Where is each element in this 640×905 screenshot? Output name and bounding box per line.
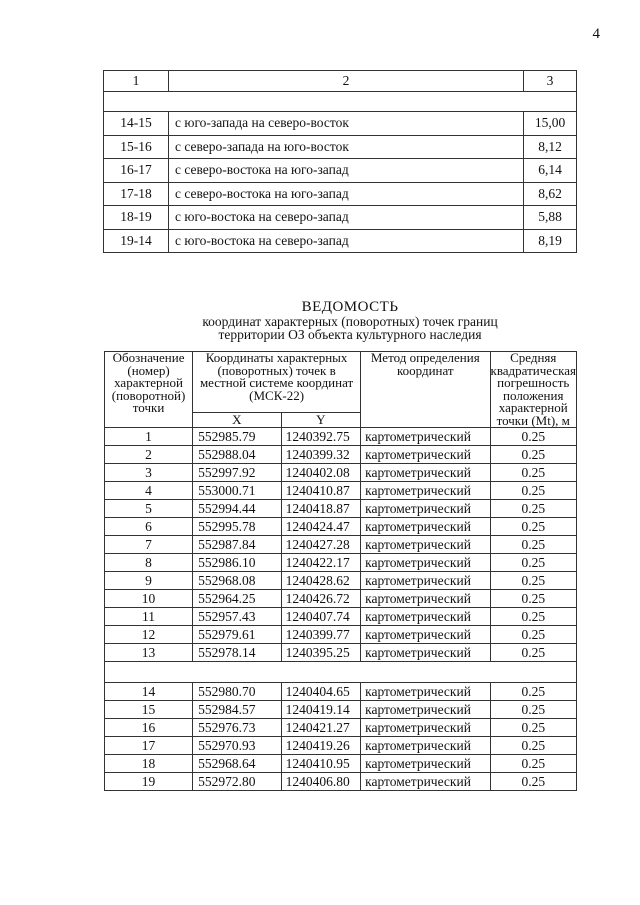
x-coordinate-cell: 552984.57 xyxy=(193,701,281,719)
header-col-3: 3 xyxy=(524,71,577,92)
y-coordinate-cell: 1240395.25 xyxy=(281,644,361,662)
page-number: 4 xyxy=(592,26,600,42)
error-cell: 0.25 xyxy=(490,737,577,755)
error-cell: 0.25 xyxy=(490,719,577,737)
point-number-cell: 7 xyxy=(105,536,193,554)
coordinate-row xyxy=(105,773,577,791)
y-coordinate-cell: 1240422.17 xyxy=(281,554,361,572)
coordinates-header: Координаты характерных (поворотных) точек в местной системе координат (МСК-22) xyxy=(193,352,361,413)
error-cell: 0.25 xyxy=(490,773,577,791)
direction-row xyxy=(104,229,577,253)
error-cell: 0.25 xyxy=(490,500,577,518)
method-cell: картометрический xyxy=(361,428,490,446)
length-cell: 8,19 xyxy=(524,229,577,253)
x-coordinate-cell: 552995.78 xyxy=(193,518,281,536)
method-cell: картометрический xyxy=(361,644,490,662)
direction-cell: с юго-востока на северо-запад xyxy=(169,206,524,230)
error-cell: 0.25 xyxy=(490,446,577,464)
coordinate-row xyxy=(105,536,577,554)
method-cell: картометрический xyxy=(361,446,490,464)
direction-row xyxy=(104,112,577,136)
header-col-1: 1 xyxy=(104,71,169,92)
x-header: X xyxy=(193,412,281,427)
error-cell: 0.25 xyxy=(490,536,577,554)
x-coordinate-cell: 553000.71 xyxy=(193,482,281,500)
error-cell: 0.25 xyxy=(490,608,577,626)
method-cell: картометрический xyxy=(361,608,490,626)
direction-cell: с северо-востока на юго-запад xyxy=(169,159,524,183)
x-coordinate-cell: 552970.93 xyxy=(193,737,281,755)
y-coordinate-cell: 1240399.77 xyxy=(281,626,361,644)
coordinate-row xyxy=(105,446,577,464)
point-number-cell: 14 xyxy=(105,683,193,701)
x-coordinate-cell: 552976.73 xyxy=(193,719,281,737)
method-header: Метод определения координат xyxy=(361,352,490,428)
method-cell: картометрический xyxy=(361,626,490,644)
point-number-cell: 13 xyxy=(105,644,193,662)
coordinate-row xyxy=(105,482,577,500)
length-cell: 15,00 xyxy=(524,112,577,136)
coordinate-row xyxy=(105,737,577,755)
directions-table xyxy=(103,70,577,253)
coordinate-row xyxy=(105,572,577,590)
y-coordinate-cell: 1240399.32 xyxy=(281,446,361,464)
error-cell: 0.25 xyxy=(490,755,577,773)
length-cell: 6,14 xyxy=(524,159,577,183)
document-title: ВЕДОМОСТЬ xyxy=(301,299,399,315)
coordinate-row xyxy=(105,500,577,518)
y-coordinate-cell: 1240419.26 xyxy=(281,737,361,755)
x-coordinate-cell: 552968.64 xyxy=(193,755,281,773)
method-cell: картометрический xyxy=(361,518,490,536)
error-cell: 0.25 xyxy=(490,590,577,608)
coordinate-row xyxy=(105,590,577,608)
error-cell: 0.25 xyxy=(490,626,577,644)
point-number-cell: 8 xyxy=(105,554,193,572)
y-header: Y xyxy=(281,412,361,427)
y-coordinate-cell: 1240406.80 xyxy=(281,773,361,791)
coordinate-row xyxy=(105,464,577,482)
coordinate-row xyxy=(105,518,577,536)
y-coordinate-cell: 1240402.08 xyxy=(281,464,361,482)
x-coordinate-cell: 552987.84 xyxy=(193,536,281,554)
x-coordinate-cell: 552985.79 xyxy=(193,428,281,446)
error-cell: 0.25 xyxy=(490,572,577,590)
direction-cell: с северо-запада на юго-восток xyxy=(169,135,524,159)
coordinate-row xyxy=(105,755,577,773)
x-coordinate-cell: 552968.08 xyxy=(193,572,281,590)
x-coordinate-cell: 552978.14 xyxy=(193,644,281,662)
point-number-cell: 10 xyxy=(105,590,193,608)
document-subtitle-line1: координат характерных (поворотных) точек границ xyxy=(202,314,498,329)
y-coordinate-cell: 1240410.87 xyxy=(281,482,361,500)
x-coordinate-cell: 552972.80 xyxy=(193,773,281,791)
method-cell: картометрический xyxy=(361,737,490,755)
error-cell: 0.25 xyxy=(490,464,577,482)
method-cell: картометрический xyxy=(361,554,490,572)
segment-cell: 17-18 xyxy=(104,182,169,206)
coordinate-row xyxy=(105,644,577,662)
method-cell: картометрический xyxy=(361,701,490,719)
error-cell: 0.25 xyxy=(490,683,577,701)
x-coordinate-cell: 552980.70 xyxy=(193,683,281,701)
coordinates-table-spacer xyxy=(105,662,577,683)
coordinate-row xyxy=(105,554,577,572)
point-number-cell: 15 xyxy=(105,701,193,719)
coordinate-row xyxy=(105,608,577,626)
method-cell: картометрический xyxy=(361,482,490,500)
length-cell: 8,12 xyxy=(524,135,577,159)
document-subtitle-line2: территории ОЗ объекта культурного наследия xyxy=(218,327,482,342)
y-coordinate-cell: 1240407.74 xyxy=(281,608,361,626)
y-coordinate-cell: 1240427.28 xyxy=(281,536,361,554)
point-number-cell: 5 xyxy=(105,500,193,518)
direction-row xyxy=(104,159,577,183)
point-number-cell: 3 xyxy=(105,464,193,482)
x-coordinate-cell: 552986.10 xyxy=(193,554,281,572)
x-coordinate-cell: 552957.43 xyxy=(193,608,281,626)
y-coordinate-cell: 1240426.72 xyxy=(281,590,361,608)
direction-cell: с юго-востока на северо-запад xyxy=(169,229,524,253)
coordinate-row xyxy=(105,428,577,446)
error-cell: 0.25 xyxy=(490,518,577,536)
segment-cell: 16-17 xyxy=(104,159,169,183)
header-col-2: 2 xyxy=(169,71,524,92)
coordinate-row xyxy=(105,683,577,701)
point-number-cell: 1 xyxy=(105,428,193,446)
method-cell: картометрический xyxy=(361,464,490,482)
error-cell: 0.25 xyxy=(490,554,577,572)
segment-cell: 19-14 xyxy=(104,229,169,253)
x-coordinate-cell: 552988.04 xyxy=(193,446,281,464)
method-cell: картометрический xyxy=(361,500,490,518)
point-number-cell: 6 xyxy=(105,518,193,536)
designation-header: Обозначение (номер) характерной (поворотной) точки xyxy=(105,352,193,428)
point-number-cell: 11 xyxy=(105,608,193,626)
method-cell: картометрический xyxy=(361,590,490,608)
segment-cell: 14-15 xyxy=(104,112,169,136)
method-cell: картометрический xyxy=(361,719,490,737)
length-cell: 8,62 xyxy=(524,182,577,206)
point-number-cell: 16 xyxy=(105,719,193,737)
coordinate-row xyxy=(105,719,577,737)
point-number-cell: 9 xyxy=(105,572,193,590)
x-coordinate-cell: 552997.92 xyxy=(193,464,281,482)
direction-cell: с северо-востока на юго-запад xyxy=(169,182,524,206)
y-coordinate-cell: 1240421.27 xyxy=(281,719,361,737)
point-number-cell: 2 xyxy=(105,446,193,464)
segment-cell: 18-19 xyxy=(104,206,169,230)
point-number-cell: 19 xyxy=(105,773,193,791)
direction-row xyxy=(104,182,577,206)
point-number-cell: 17 xyxy=(105,737,193,755)
error-header: Средняя квадратическая погрешность положения характерной точки (Mt), м xyxy=(490,350,577,428)
point-number-cell: 4 xyxy=(105,482,193,500)
error-cell: 0.25 xyxy=(490,701,577,719)
coordinate-row xyxy=(105,626,577,644)
segment-cell: 15-16 xyxy=(104,135,169,159)
method-cell: картометрический xyxy=(361,755,490,773)
length-cell: 5,88 xyxy=(524,206,577,230)
point-number-cell: 12 xyxy=(105,626,193,644)
method-cell: картометрический xyxy=(361,572,490,590)
error-cell: 0.25 xyxy=(490,428,577,446)
y-coordinate-cell: 1240424.47 xyxy=(281,518,361,536)
y-coordinate-cell: 1240392.75 xyxy=(281,428,361,446)
y-coordinate-cell: 1240410.95 xyxy=(281,755,361,773)
point-number-cell: 18 xyxy=(105,755,193,773)
error-cell: 0.25 xyxy=(490,482,577,500)
x-coordinate-cell: 552964.25 xyxy=(193,590,281,608)
coordinates-table xyxy=(104,351,577,791)
y-coordinate-cell: 1240428.62 xyxy=(281,572,361,590)
y-coordinate-cell: 1240404.65 xyxy=(281,683,361,701)
directions-table-spacer xyxy=(104,92,577,112)
method-cell: картометрический xyxy=(361,683,490,701)
x-coordinate-cell: 552994.44 xyxy=(193,500,281,518)
method-cell: картометрический xyxy=(361,773,490,791)
direction-row xyxy=(104,206,577,230)
y-coordinate-cell: 1240419.14 xyxy=(281,701,361,719)
x-coordinate-cell: 552979.61 xyxy=(193,626,281,644)
direction-cell: с юго-запада на северо-восток xyxy=(169,112,524,136)
directions-table-header xyxy=(104,71,577,92)
method-cell: картометрический xyxy=(361,536,490,554)
y-coordinate-cell: 1240418.87 xyxy=(281,500,361,518)
coordinate-row xyxy=(105,701,577,719)
error-cell: 0.25 xyxy=(490,644,577,662)
direction-row xyxy=(104,135,577,159)
